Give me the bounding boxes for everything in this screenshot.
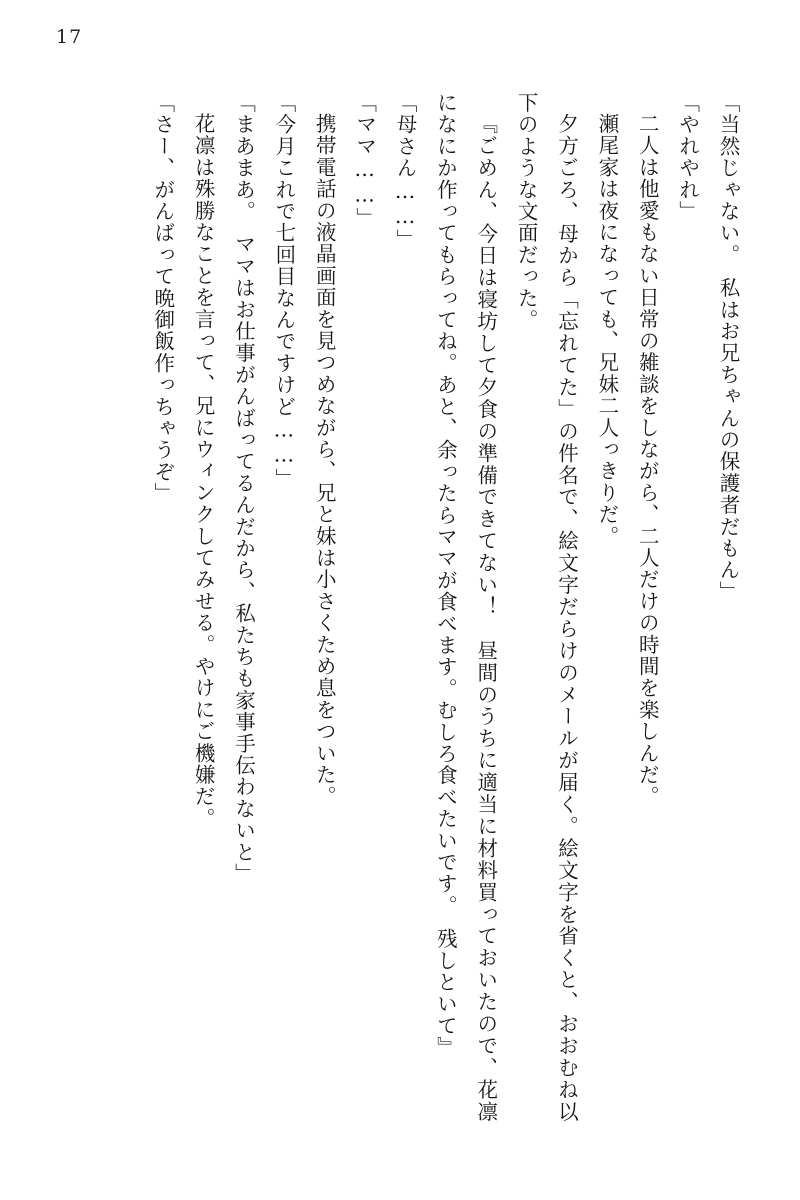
page-text-body — [108, 92, 748, 1122]
paragraph: 『ごめん、今日は寝坊して夕食の準備できてない！ 昼間のうちに適当に材料買っておいたので、花凛になにか作ってもらってね。あと、余ったらママが食べます。むしろ食べたいです。 残しといて』 — [433, 92, 498, 1122]
paragraph: 「やれやれ」 — [675, 92, 700, 223]
paragraph: 「さー、がんばって晩御飯作っちゃうぞ」 — [150, 92, 175, 505]
paragraph: 花凛は殊勝なことを言って、兄にウィンクしてみせる。やけにご機嫌だ。 — [191, 112, 216, 829]
paragraph: 瀬尾家は夜になっても、兄妹二人っきりだ。 — [594, 112, 619, 547]
paragraph: 夕方ごろ、母から「忘れてた」の件名で、絵文字だらけのメールが届く。絵文字を省くと、おおむね以下のような文面だった。 — [514, 92, 579, 1122]
paragraph: 「母さん……」 — [393, 92, 417, 251]
page-number: 17 — [56, 26, 83, 48]
paragraph: 「まあまあ。 ママはお仕事がんばってるんだから、私たちも家事手伝わないと」 — [231, 92, 256, 885]
paragraph: 二人は他愛もない日常の雑談をしながら、二人だけの時間を楽しんだ。 — [635, 112, 660, 807]
paragraph: 「今月これで七回目なんですけど……」 — [271, 92, 296, 490]
paragraph: 「当然じゃない。 私はお兄ちゃんの保護者だもん」 — [716, 92, 740, 603]
paragraph: 携帯電話の液晶画面を見つめながら、兄と妹は小さくため息をついた。 — [312, 112, 337, 807]
paragraph: 「ママ……」 — [352, 92, 377, 230]
